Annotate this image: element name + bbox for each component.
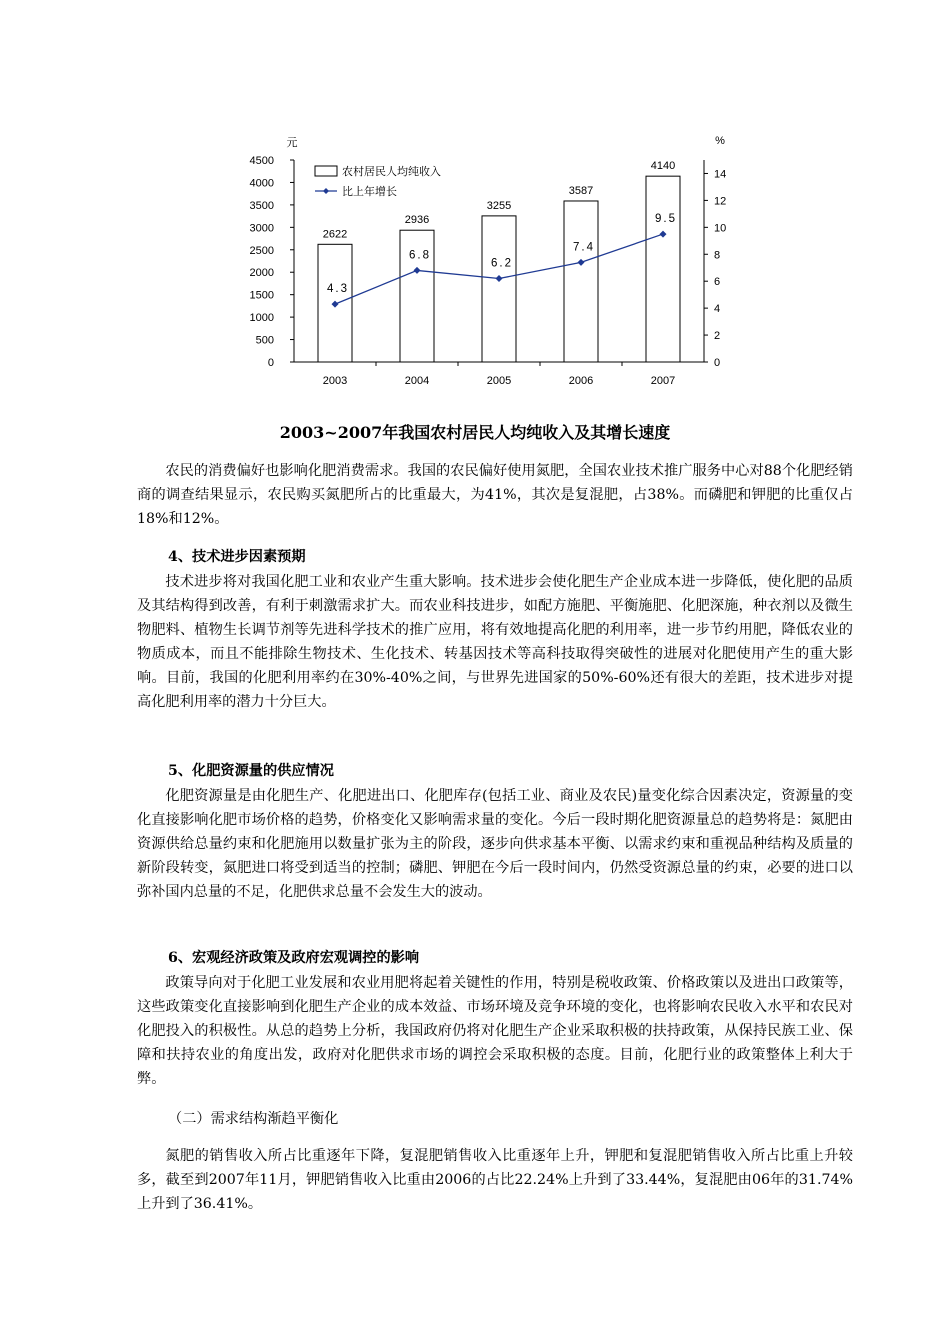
income-growth-chart (232, 124, 732, 400)
paragraph-macro-policy: 政策导向对于化肥工业发展和农业用肥将起着关键性的作用，特别是税收政策、价格政策以及进出口政策等，这些政策变化直接影响到化肥生产企业的成本效益、市场环境及竞争环境的变化，也将影响农民收入水平和农民对化肥投入的积极性。从总的趋势上分析，我国政府仍将对化肥生产企业采取积极的扶持政策，从保持民族工业、保障和扶持农业的角度出发，政府对化肥供求市场的调控会采取积极的态度。目前，化肥行业的政策整体上利大于弊。 (137, 975, 853, 1087)
left-tick-label: 2500 (249, 244, 274, 257)
growth-value-label: 6.8 (409, 249, 431, 262)
income-bar (646, 176, 680, 362)
legend-bar-label: 农村居民人均纯收入 (342, 166, 441, 178)
right-tick-label: 14 (714, 168, 727, 181)
x-tick-label: 2005 (486, 375, 512, 387)
x-tick-label: 2004 (404, 375, 430, 387)
heading-tech-progress: 4、技术进步因素预期 (168, 549, 306, 565)
right-tick-label: 10 (714, 222, 727, 235)
growth-value-label: 9.5 (655, 213, 677, 226)
legend-line-marker (323, 188, 329, 194)
bar-value-label: 3255 (486, 199, 512, 212)
left-tick-label: 3500 (249, 199, 274, 212)
right-tick-label: 4 (714, 303, 721, 316)
left-tick-label: 1500 (249, 289, 274, 302)
bar-value-label: 2622 (322, 228, 348, 241)
paragraph-demand-structure: 氮肥的销售收入所占比重逐年下降，复混肥销售收入比重逐年上升，钾肥和复混肥销售收入所占比重上升较多，截至到2007年11月，钾肥销售收入比重由2006的占比22.24%上升到了33.44%，复混肥由06年的31.74%上升到了36.41%。 (137, 1148, 853, 1212)
growth-value-label: 4.3 (327, 283, 349, 296)
chart-legend (315, 164, 441, 198)
heading-macro-policy: 6、宏观经济政策及政府宏观调控的影响 (168, 950, 420, 966)
left-tick-label: 1000 (249, 312, 274, 325)
heading-demand-structure: （二）需求结构渐趋平衡化 (168, 1111, 339, 1127)
heading-resource-supply: 5、化肥资源量的供应情况 (168, 763, 334, 779)
legend-bar-swatch (315, 166, 337, 176)
paragraph-tech-progress: 技术进步将对我国化肥工业和农业产生重大影响。技术进步会使化肥生产企业成本进一步降低，使化肥的品质及其结构得到改善，有利于刺激需求扩大。而农业科技进步，如配方施肥、平衡施肥、化肥深施，种衣剂以及微生物肥料、植物生长调节剂等先进科学技术的推广应用，将有效地提高化肥的利用率，进一步节约用肥，降低农业的物质成本，而且不能排除生物技术、生化技术、转基因技术等高科技取得突破性的进展对化肥使用产生的重大影响。目前，我国的化肥利用率约在30%-40%之间，与世界先进国家的50%-60%还有很大的差距，技术进步对提高化肥利用率的潜力十分巨大。 (137, 574, 853, 710)
left-tick-label: 500 (255, 334, 274, 347)
growth-value-label: 6.2 (491, 257, 513, 270)
right-unit-label: % (715, 135, 725, 147)
right-tick-label: 8 (714, 249, 721, 262)
left-tick-label: 0 (267, 357, 274, 369)
left-tick-label: 3000 (249, 222, 274, 235)
left-unit-label: 元 (286, 137, 298, 149)
legend-line-label: 比上年增长 (342, 186, 397, 198)
income-bar (564, 201, 598, 362)
x-tick-label: 2006 (568, 375, 594, 387)
right-tick-label: 12 (714, 195, 727, 208)
right-tick-label: 0 (714, 357, 721, 369)
paragraph-consumer-preference: 农民的消费偏好也影响化肥消费需求。我国的农民偏好使用氮肥，全国农业技术推广服务中心对88个化肥经销商的调查结果显示，农民购买氮肥所占的比重最大，为41%，其次是复混肥，占38%。而磷肥和钾肥的比重仅占18%和12%。 (137, 463, 853, 527)
chart-caption: 2003~2007年我国农村居民人均纯收入及其增长速度 (279, 423, 671, 442)
left-tick-label: 4500 (249, 155, 274, 167)
right-tick-label: 6 (714, 276, 721, 289)
income-bar (482, 216, 516, 362)
bar-value-label: 2936 (404, 214, 430, 227)
x-tick-label: 2003 (322, 375, 348, 387)
bar-value-label: 4140 (650, 160, 676, 173)
paragraph-resource-supply: 化肥资源量是由化肥生产、化肥进出口、化肥库存(包括工业、商业及农民)量变化综合因素决定，资源量的变化直接影响化肥市场价格的趋势，价格变化又影响需求量的变化。今后一段时期化肥资源量总的趋势将是：氮肥由资源供给总量约束和化肥施用以数量扩张为主的阶段，逐步向供求基本平衡、以需求约束和重视品种结构及质量的新阶段转变，氮肥进口将受到适当的控制；磷肥、钾肥在今后一段时间内，仍然受资源总量的约束，必要的进口以弥补国内总量的不足，化肥供求总量不会发生大的波动。 (137, 788, 853, 900)
x-tick-label: 2007 (650, 375, 676, 387)
left-tick-label: 4000 (249, 177, 274, 190)
left-tick-label: 2000 (249, 267, 274, 280)
right-tick-label: 2 (714, 330, 721, 343)
growth-value-label: 7.4 (573, 241, 595, 254)
bar-value-label: 3587 (568, 184, 594, 197)
